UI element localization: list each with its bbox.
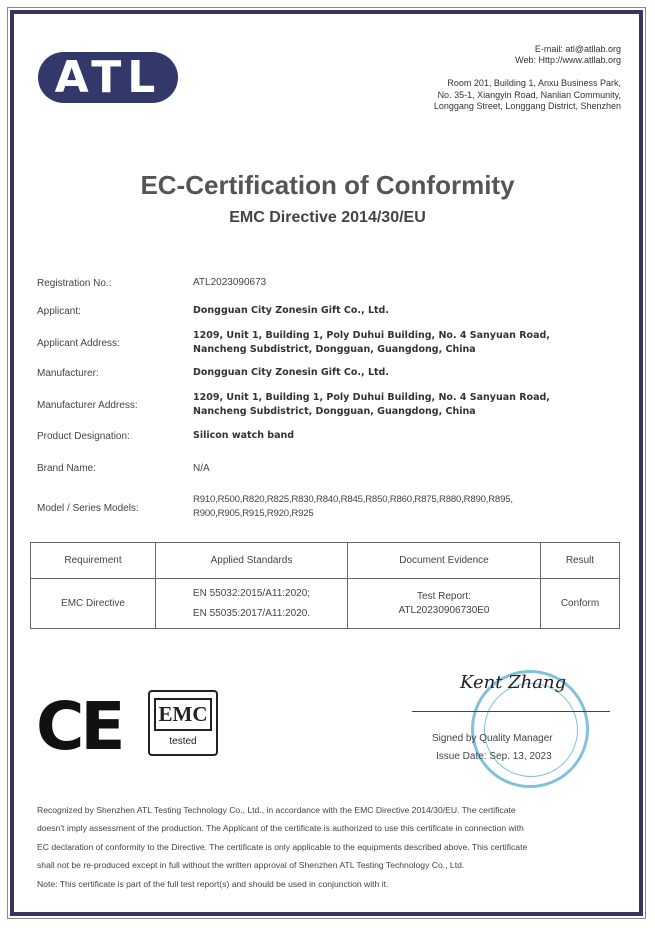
line: R910,R500,R820,R825,R830,R840,R845,R850,R860,R875,R880,R890,R895, [193,494,513,505]
signed-by: Signed by Quality Manager [432,733,553,744]
line: EN 55035:2017/A11:2020. [192,607,311,619]
manufacturer-address-label: Manufacturer Address: [37,400,138,411]
company-address [434,78,621,113]
applicant-address-value [193,329,550,357]
footer-line: doesn't imply assessment of the production. The Applicant of the certificate is authorized to use this certificate in connection with [37,823,524,834]
requirement-cell: EMC Directive [31,579,156,629]
registration-value: ATL2023090673 [193,277,267,288]
website: Web: Http://www.atllab.org [515,55,621,65]
line: ATL20230906730E0 [398,604,490,616]
line: Nancheng Subdistrict, Dongguan, Guangdong, China [193,406,476,417]
tested-label: tested [169,736,197,747]
models-label: Model / Series Models: [37,503,139,514]
address-line: Longgang Street, Longgang District, Shenzhen [433,101,621,111]
certificate-title: EC-Certification of Conformity [140,170,515,200]
ce-mark: CE [36,688,122,765]
line: 1209, Unit 1, Building 1, Poly Duhui Building, No. 4 Sanyuan Road, [193,330,550,341]
table-header [31,543,620,579]
header-cell: Result [541,543,620,579]
footer-text [37,801,617,893]
signature: Kent Zhang [460,672,567,693]
manufacturer-value: Dongguan City Zonesin Gift Co., Ltd. [193,367,389,378]
applicant-label: Applicant: [37,306,81,317]
line: Test Report: [417,590,471,602]
standards-cell [156,579,348,629]
emc-label: EMC [154,698,212,731]
footer-line: Recognized by Shenzhen ATL Testing Technology Co., Ltd., in accordance with the EMC Directive 2014/30/EU. The certificate [37,805,516,815]
footer-line: EC declaration of conformity to the Directive. The certificate is only applicable to the equipments described above. This certificate [37,841,528,852]
product-value: Silicon watch band [193,430,295,441]
registration-label: Registration No.: [37,278,112,289]
brand-label: Brand Name: [37,463,96,474]
manufacturer-address-value [193,391,550,419]
address-line: Room 201, Building 1, Anxu Business Park, [447,78,621,88]
footer-line: shall not be re-produced except in full without the written approval of Shenzhen ATL Testing Technology Co., Ltd. [37,860,465,871]
standards-table [30,542,620,629]
issue-date: Issue Date: Sep. 13, 2023 [436,751,552,762]
footer-line: Note: This certificate is part of the full test report(s) and should be used in conjunction with it. [37,878,389,889]
brand-value: N/A [193,463,210,474]
result-cell: Conform [541,579,620,629]
line: R900,R905,R915,R920,R925 [193,508,314,519]
contact-info [515,44,621,66]
line: EN 55032:2015/A11:2020; [192,587,311,599]
line: Nancheng Subdistrict, Dongguan, Guangdong, China [193,344,476,355]
header-cell: Requirement [31,543,156,579]
signature-line [412,711,610,712]
email: E-mail: atl@atllab.org [534,44,621,54]
header-cell: Applied Standards [156,543,348,579]
applicant-value: Dongguan City Zonesin Gift Co., Ltd. [193,305,389,316]
emc-tested-mark [148,690,218,756]
certificate-subtitle: EMC Directive 2014/30/EU [229,209,426,226]
models-value [193,493,513,521]
table-row [31,579,620,629]
manufacturer-label: Manufacturer: [37,368,99,379]
evidence-cell [348,579,541,629]
header-cell: Document Evidence [348,543,541,579]
line: 1209, Unit 1, Building 1, Poly Duhui Building, No. 4 Sanyuan Road, [193,392,550,403]
atl-logo: ATL [38,52,178,103]
product-label: Product Designation: [37,431,130,442]
address-line: No. 35-1, Xiangyin Road, Nanlian Community, [437,89,621,100]
applicant-address-label: Applicant Address: [37,338,120,349]
